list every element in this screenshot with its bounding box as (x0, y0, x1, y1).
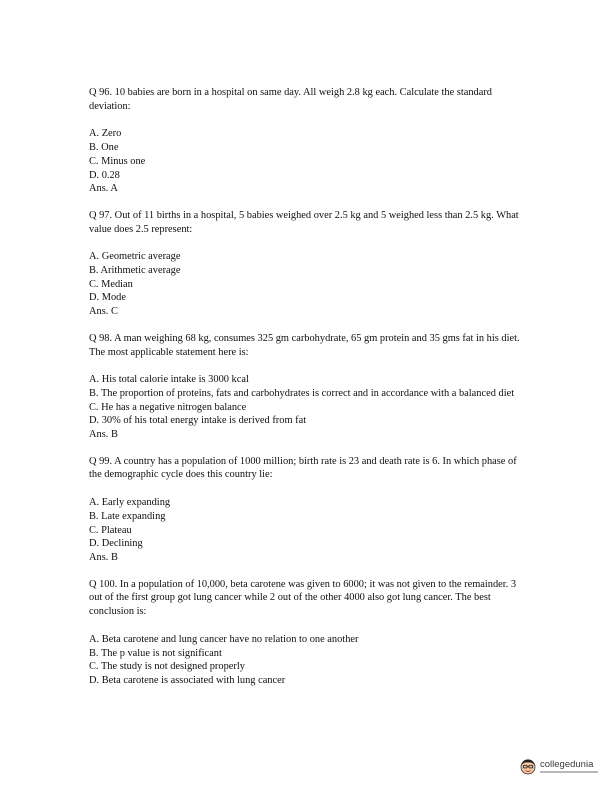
option-item: C. Median (89, 278, 133, 290)
option-item: B. One (89, 142, 119, 154)
options-list (89, 127, 529, 182)
answer-text: Ans. A (89, 183, 118, 195)
option-item: A. His total calorie intake is 3000 kcal (89, 374, 249, 386)
document-body (89, 86, 529, 701)
options-list (89, 633, 529, 688)
question-text: Q 96. 10 babies are born in a hospital on same day. All weigh 2.8 kg each. Calculate the standard deviation: (89, 87, 493, 112)
option-item: D. 30% of his total energy intake is derived from fat (89, 415, 307, 427)
option-item: A. Beta carotene and lung cancer have no relation to one another (89, 633, 359, 645)
collegedunia-logo (519, 757, 598, 775)
question-block (89, 86, 529, 196)
logo-tagline-decoration (540, 771, 598, 773)
option-item: B. Arithmetic average (89, 265, 181, 277)
options-list (89, 250, 529, 305)
option-item: B. Late expanding (89, 510, 166, 522)
question-text: Q 100. In a population of 10,000, beta carotene was given to 6000; it was not given to the remainder. 3 out of the first group got lung cancer while 2 out of the other 4000 also got lung cancer. The best conclusion is: (89, 578, 517, 618)
option-item: D. Mode (89, 292, 126, 304)
mascot-face-icon (519, 757, 537, 775)
answer-text: Ans. B (89, 429, 118, 441)
option-item: B. The proportion of proteins, fats and carbohydrates is correct and in accordance with a balanced diet (89, 387, 515, 399)
options-list (89, 496, 529, 551)
option-item: C. Minus one (89, 155, 146, 167)
logo-wordmark: collegedunia (540, 759, 594, 770)
answer-text: Ans. B (89, 551, 118, 563)
question-block (89, 332, 529, 442)
option-item: A. Zero (89, 128, 122, 140)
answer-text: Ans. C (89, 306, 118, 318)
question-text: Q 98. A man weighing 68 kg, consumes 325 gm carbohydrate, 65 gm protein and 35 gms fat in his diet. The most applicable statement here is: (89, 332, 520, 358)
option-item: B. The p value is not significant (89, 647, 222, 659)
option-item: C. Plateau (89, 524, 132, 536)
question-block (89, 209, 529, 319)
question-text: Q 99. A country has a population of 1000 million; birth rate is 23 and death rate is 6. In which phase of the demographic cycle does this country lie: (89, 455, 517, 481)
option-item: A. Early expanding (89, 497, 171, 509)
option-item: C. The study is not designed properly (89, 661, 245, 673)
question-text: Q 97. Out of 11 births in a hospital, 5 babies weighed over 2.5 kg and 5 weighed less than 2.5 kg. What value does 2.5 represent: (89, 209, 519, 235)
question-block (89, 455, 529, 565)
options-list (89, 373, 529, 428)
option-item: A. Geometric average (89, 251, 181, 263)
option-item: D. Declining (89, 538, 143, 550)
question-block (89, 578, 529, 688)
option-item: D. Beta carotene is associated with lung cancer (89, 674, 286, 686)
option-item: D. 0.28 (89, 169, 120, 181)
option-item: C. He has a negative nitrogen balance (89, 401, 247, 413)
